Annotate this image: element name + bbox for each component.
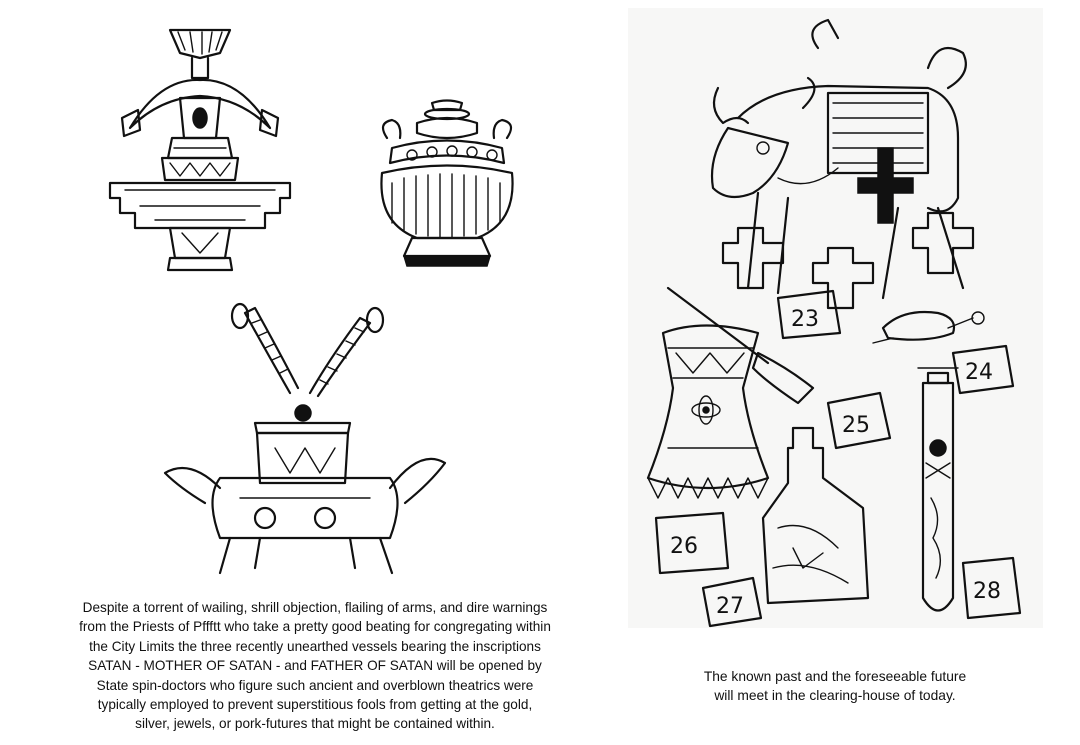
test-tube <box>923 383 953 611</box>
left-caption-line: SATAN - MOTHER OF SATAN - and FATHER OF SATAN will be opened by <box>88 658 542 674</box>
bull-tail-curl <box>928 48 966 88</box>
tag-27-label: 27 <box>716 594 744 619</box>
tag-28 <box>963 558 1020 618</box>
vessel-satan-drawing <box>100 18 300 278</box>
right-caption <box>630 667 1040 705</box>
tag-25 <box>828 393 890 448</box>
bull-head <box>712 128 788 197</box>
exhibit-drawing <box>628 8 1043 628</box>
tag-26 <box>656 513 728 573</box>
right-illustration-panel <box>628 8 1043 628</box>
tag-27 <box>703 578 761 626</box>
right-caption-line: The known past and the foreseeable future <box>703 669 967 684</box>
bull-horn-right <box>803 78 814 108</box>
right-caption-line: will meet in the clearing-house of today. <box>714 688 956 703</box>
tag-28-label: 28 <box>973 579 1001 604</box>
tag-23-label: 23 <box>791 307 819 332</box>
tag-24 <box>953 346 1013 393</box>
bull-tail <box>812 20 838 48</box>
left-caption-line: Despite a torrent of wailing, shrill objection, flailing of arms, and dire warnings <box>82 600 548 615</box>
left-caption-line: State spin-doctors who figure such ancient and overblown theatrics were <box>96 677 534 693</box>
tag-23 <box>778 291 840 338</box>
tag-25-label: 25 <box>842 413 870 438</box>
bull-cross-marking <box>858 148 913 223</box>
left-caption-line: the City Limits the three recently unearthed vessels bearing the inscriptions <box>89 638 541 654</box>
left-caption-line: from the Priests of Pffftt who take a pretty good beating for congregating within <box>79 619 551 635</box>
vessel-father-of-satan-drawing <box>160 298 450 583</box>
skull-mark <box>930 440 946 456</box>
turtle-shell <box>883 312 954 340</box>
bull-horn-left <box>714 88 748 123</box>
bottle <box>763 428 868 603</box>
left-caption-line: silver, jewels, or pork-futures that might be contained within. <box>135 716 495 732</box>
vessel-mother-of-satan-drawing <box>372 98 522 273</box>
left-caption-line: typically employed to prevent superstitious fools from getting at the gold, <box>97 697 533 713</box>
tag-24-label: 24 <box>965 360 993 385</box>
inverted-cross-middle <box>813 248 873 308</box>
left-caption <box>20 598 610 734</box>
tag-26-label: 26 <box>670 534 698 559</box>
